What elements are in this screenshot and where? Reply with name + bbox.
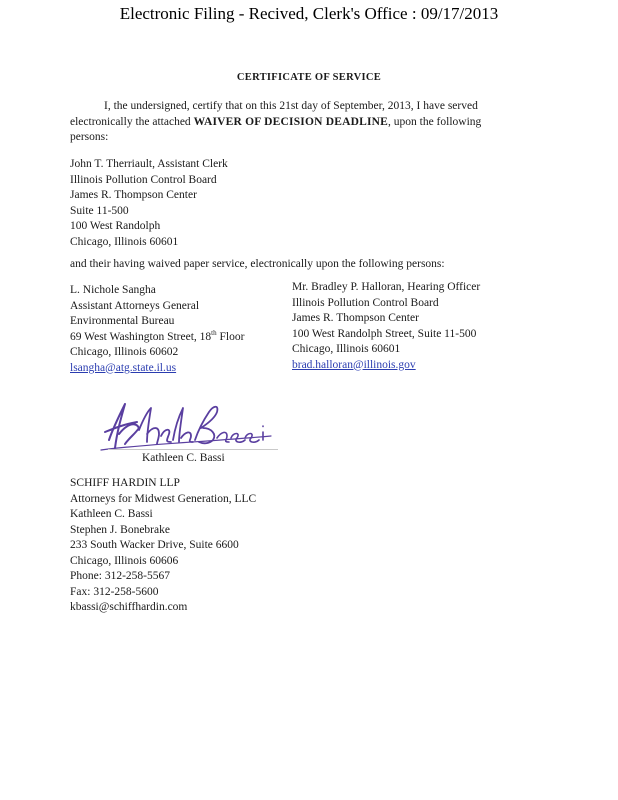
certification-text-end: , upon the following persons:: [70, 115, 482, 143]
firm-line: Stephen J. Bonebrake: [70, 523, 170, 536]
address-line: Environmental Bureau: [70, 315, 175, 327]
address-line: 100 West Randolph Street, Suite 11-500: [292, 327, 477, 340]
fax-number: Fax: 312-258-5600: [70, 585, 159, 598]
address-line: Assistant Attorneys General: [70, 299, 200, 312]
address-line: Suite 11-500: [70, 204, 129, 217]
handwritten-signature: [95, 398, 275, 456]
filing-stamp-header: Electronic Filing - Recived, Clerk's Office : 09/17/2013: [119, 4, 499, 23]
address-line-street: [70, 330, 244, 346]
firm-line: 233 South Wacker Drive, Suite 6600: [70, 539, 239, 551]
firm-line: Chicago, Illinois 60606: [70, 554, 179, 567]
firm-email: kbassi@schiffhardin.com: [70, 601, 188, 613]
address-line: Illinois Pollution Control Board: [292, 296, 439, 309]
address-line: Mr. Bradley P. Halloran, Hearing Officer: [292, 281, 481, 293]
address-line: James R. Thompson Center: [292, 312, 419, 324]
clerk-address-block: [70, 157, 228, 250]
document-title: CERTIFICATE OF SERVICE: [236, 72, 382, 83]
street-suffix: Floor: [216, 330, 245, 343]
address-line: Chicago, Illinois 60601: [70, 235, 179, 248]
address-line: John T. Therriault, Assistant Clerk: [70, 158, 228, 170]
right-party-address-block: [292, 280, 480, 373]
left-party-address-block: [70, 283, 244, 376]
firm-line: Kathleen C. Bassi: [70, 508, 153, 520]
law-firm-contact-block: [70, 476, 256, 616]
address-line: 100 West Randolph: [70, 220, 161, 232]
address-line: Chicago, Illinois 60601: [292, 343, 401, 355]
firm-name: SCHIFF HARDIN LLP: [70, 477, 180, 489]
certification-text-start: I, the undersigned, certify that on this 21st day of September, 2013, I have served electronically the attached: [70, 100, 478, 128]
address-line: L. Nichole Sangha: [70, 284, 156, 296]
email-link-halloran[interactable]: brad.halloran@illinois.gov: [292, 358, 416, 371]
street-text: 69 West Washington Street, 18: [70, 330, 212, 343]
firm-line: Attorneys for Midwest Generation, LLC: [70, 492, 257, 505]
address-line: Chicago, Illinois 60602: [70, 346, 179, 358]
served-document-name: WAIVER OF DECISION DEADLINE: [193, 115, 388, 128]
waiver-statement: and their having waived paper service, electronically upon the following persons:: [70, 258, 445, 270]
phone-number: Phone: 312-258-5567: [70, 570, 170, 582]
certification-paragraph: [70, 99, 508, 146]
email-link-sangha[interactable]: lsangha@atg.state.il.us: [70, 361, 177, 374]
address-line: James R. Thompson Center: [70, 189, 197, 201]
signer-name: Kathleen C. Bassi: [142, 452, 225, 464]
ordinal-suffix: th: [211, 328, 217, 337]
address-line: Illinois Pollution Control Board: [70, 173, 217, 186]
signature-line: [108, 449, 278, 450]
